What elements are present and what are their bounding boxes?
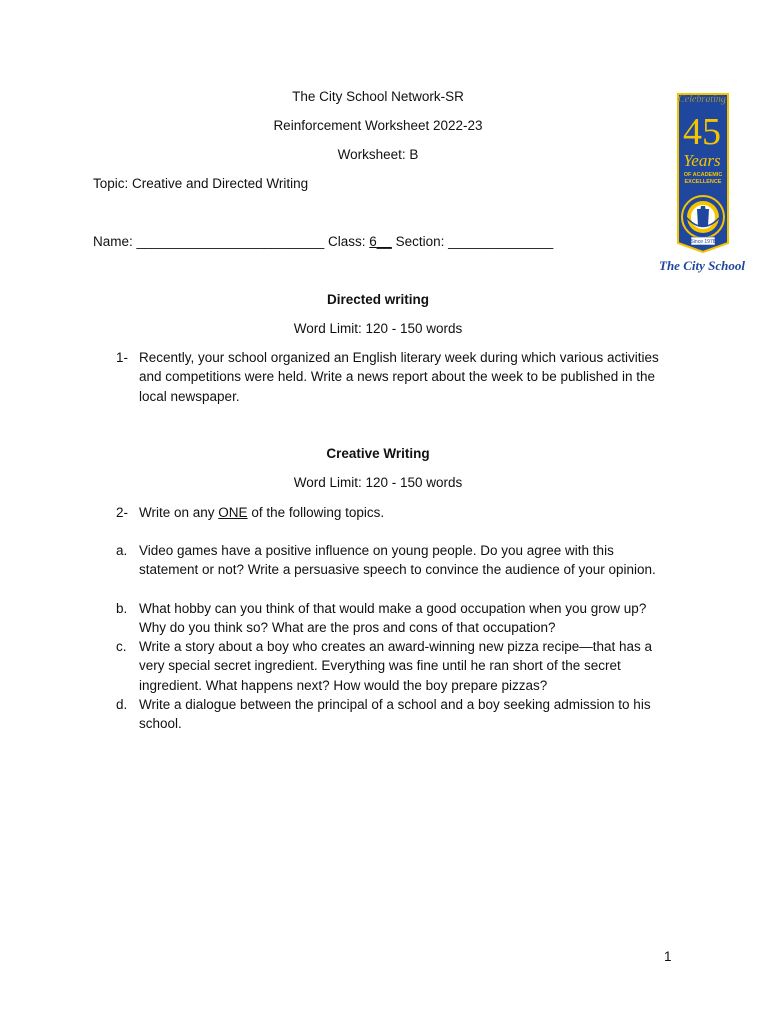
directed-word-limit: Word Limit: 120 - 150 words — [293, 321, 463, 336]
question-2-emphasis: ONE — [218, 505, 248, 520]
school-network-title: The City School Network-SR — [292, 89, 464, 104]
class-label: Class: — [328, 234, 366, 249]
logo-tagline-2: EXCELLENCE — [684, 179, 722, 185]
directed-writing-heading: Directed writing — [326, 292, 429, 307]
topic-a-text: Video games have a positive influence on young people. Do you agree with this statement or not? Write a persuasive speech to convince the audience of your opinion. — [139, 543, 656, 578]
student-info-line — [93, 233, 553, 251]
worksheet-title: Reinforcement Worksheet 2022-23 — [273, 118, 483, 133]
logo-crest-icon — [682, 196, 724, 238]
creative-writing-heading: Creative Writing — [326, 446, 430, 461]
logo-celebrating-text: Celebrating — [678, 94, 726, 105]
question-2-marker: 2- — [116, 505, 129, 520]
school-logo — [650, 86, 754, 280]
topic-line: Topic: Creative and Directed Writing — [93, 176, 309, 191]
class-value: 6__ — [369, 234, 392, 249]
logo-45-text: 45 — [683, 111, 721, 153]
topic-d-marker: d. — [116, 697, 128, 712]
topic-b-marker: b. — [116, 601, 128, 616]
section-blank: ______________ — [448, 234, 554, 249]
topic-a-marker: a. — [116, 543, 128, 558]
question-1-marker: 1- — [116, 350, 129, 365]
topic-d-text: Write a dialogue between the principal of a school and a boy seeking admission to his school. — [139, 697, 651, 732]
logo-years-text: Years — [683, 151, 721, 170]
worksheet-label: Worksheet: B — [337, 147, 419, 162]
logo-tagline-1: OF ACADEMIC — [683, 172, 723, 178]
name-label: Name: — [93, 234, 133, 249]
section-label: Section: — [395, 234, 445, 249]
topic-b-text: What hobby can you think of that would make a good occupation when you grow up? Why do you think so? What are the pros and cons of that occupation? — [139, 601, 647, 636]
topic-c-text: Write a story about a boy who creates an award-winning new pizza recipe—that has a very special secret ingredient. Everything was fine until he ran short of the secret ingredient. What happens next? How would the boy prepare pizzas? — [139, 639, 653, 693]
logo-since-text: Since 1978 — [690, 239, 716, 245]
question-1-text: Recently, your school organized an English literary week during which various activities and competitions were held. Write a news report about the week to be published in the local newspaper. — [139, 350, 659, 404]
name-blank: _________________________ — [136, 234, 325, 249]
creative-word-limit: Word Limit: 120 - 150 words — [293, 475, 463, 490]
topic-c-marker: c. — [116, 639, 127, 654]
question-2-text: Write on any ONE of the following topics. — [139, 505, 385, 520]
logo-brand-text: The City School — [659, 258, 745, 273]
page-number: 1 — [664, 949, 672, 964]
